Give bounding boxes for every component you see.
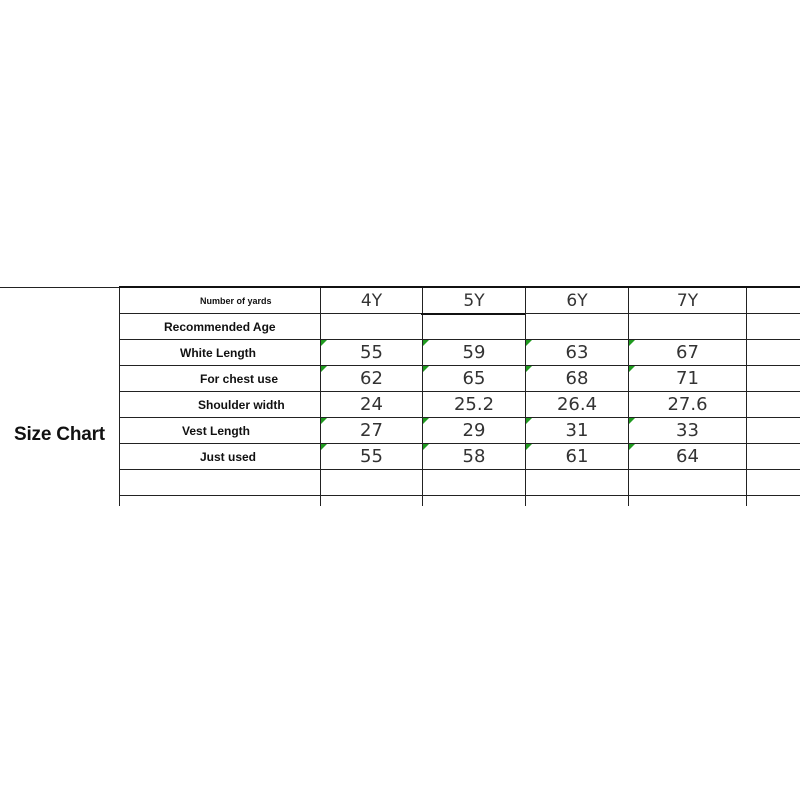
table-cell: 27 [321,418,423,444]
empty-cell [423,470,526,496]
table-row [120,418,800,444]
table-cell: 61 [526,444,629,470]
empty-cell [747,287,800,314]
cell-marker-icon [526,418,532,424]
size-7y-header: 7Y [629,287,747,314]
table-cell: 55 [321,340,423,366]
cell-marker-icon [423,444,429,450]
empty-cell [747,444,800,470]
cell-marker-icon [423,340,429,346]
table-cell [629,314,747,340]
table-cell: 67 [629,340,747,366]
row-label-vest-length: Vest Length [120,418,321,444]
table-cell: 31 [526,418,629,444]
cell-marker-icon [629,366,635,372]
table-cell: 71 [629,366,747,392]
table-cell: 65 [423,366,526,392]
table-cell: 58 [423,444,526,470]
header-label: Number of yards [120,287,321,314]
table-row [120,470,800,496]
cell-marker-icon [321,418,327,424]
cell-marker-icon [423,366,429,372]
table-cell [321,314,423,340]
table-cell: 68 [526,366,629,392]
table-cell: 59 [423,340,526,366]
row-label-chest: For chest use [120,366,321,392]
table-cell [526,314,629,340]
row-label-white-length: White Length [120,340,321,366]
cell-marker-icon [526,444,532,450]
size-5y-header: 5Y [423,287,526,314]
cell-marker-icon [629,340,635,346]
cell-marker-icon [321,444,327,450]
size-4y-header: 4Y [321,287,423,314]
size-table [119,286,800,506]
empty-cell [747,470,800,496]
table-cell: 64 [629,444,747,470]
cell-marker-icon [321,366,327,372]
row-label-shoulder-width: Shoulder width [120,392,321,418]
cell-marker-icon [629,418,635,424]
empty-cell [526,470,629,496]
empty-cell [747,314,800,340]
empty-cell [120,496,321,507]
table-header-row [120,287,800,314]
table-row [120,392,800,418]
empty-cell [120,470,321,496]
cell-marker-icon [526,366,532,372]
table-cell: 26.4 [526,392,629,418]
table-cell: 24 [321,392,423,418]
size-6y-header: 6Y [526,287,629,314]
size-chart-title: Size Chart [14,424,105,445]
table-row [120,366,800,392]
table-cell: 33 [629,418,747,444]
empty-cell [747,366,800,392]
table-row [120,496,800,507]
empty-cell [747,496,800,507]
table-row [120,314,800,340]
table-row [120,444,800,470]
empty-cell [747,340,800,366]
cell-marker-icon [526,340,532,346]
empty-cell [423,496,526,507]
cell-marker-icon [321,340,327,346]
empty-cell [321,496,423,507]
table-cell: 27.6 [629,392,747,418]
table-cell: 63 [526,340,629,366]
table-cell: 55 [321,444,423,470]
table-cell: 25.2 [423,392,526,418]
row-label-recommended-age: Recommended Age [120,314,321,340]
left-divider [0,287,120,288]
table-cell: 29 [423,418,526,444]
empty-cell [526,496,629,507]
cell-marker-icon [423,418,429,424]
empty-cell [747,392,800,418]
row-label-just-used: Just used [120,444,321,470]
empty-cell [321,470,423,496]
table-cell: 62 [321,366,423,392]
empty-cell [747,418,800,444]
cell-marker-icon [629,444,635,450]
table-cell [423,314,526,340]
table-row [120,340,800,366]
empty-cell [629,496,747,507]
header-underline [421,313,525,315]
empty-cell [629,470,747,496]
